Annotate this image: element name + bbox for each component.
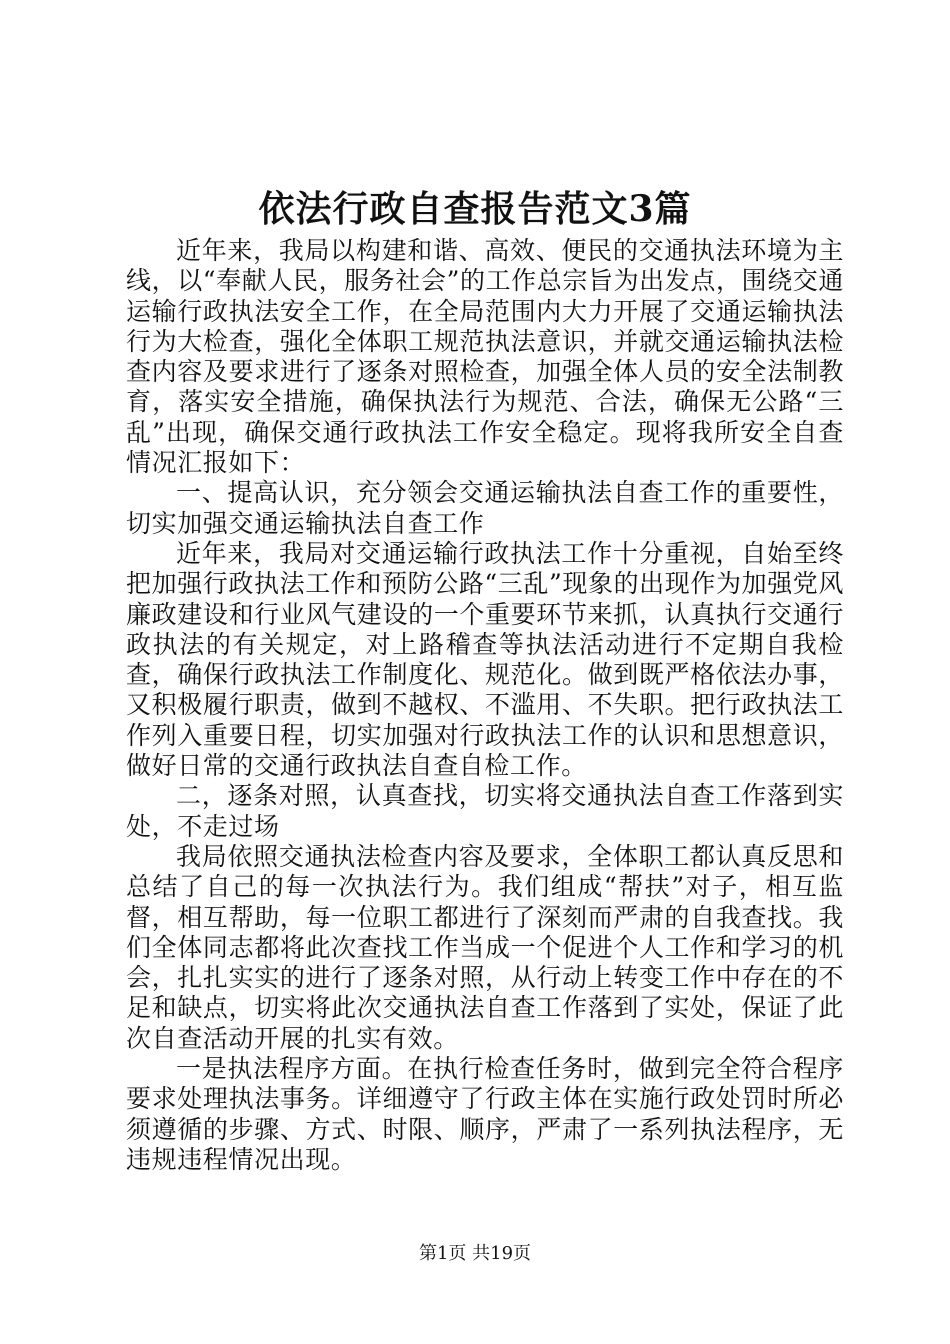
page-number-footer: 第1页 共19页 bbox=[418, 1243, 532, 1264]
paragraph-heading-1: 一、提高认识，充分领会交通运输执法自查工作的重要性，切实加强交通运输执法自查工作 bbox=[126, 478, 844, 538]
document-title: 依法行政自查报告范文3篇 bbox=[258, 188, 692, 230]
paragraph-section-2: 我局依照交通执法检查内容及要求，全体职工都认真反思和总结了自己的每一次执法行为。我们组成“帮扶”对子，相互监督，相互帮助，每一位职工都进行了深刻而严肃的自我查找。我们全体同志都将此次查找工作当成一个促进个人工作和学习的机会，扎扎实实的进行了逐条对照，从行动上转变工作中存在的不足和缺点，切实将此次交通执法自查工作落到了实处，保证了此次自查活动开展的扎实有效。 bbox=[126, 841, 844, 1053]
paragraph-intro: 近年来，我局以构建和谐、高效、便民的交通执法环境为主线，以“奉献人民，服务社会”的工作总宗旨为出发点，围绕交通运输行政执法安全工作，在全局范围内大力开展了交通运输执法行为大检查，强化全体职工规范执法意识，并就交通运输执法检查内容及要求进行了逐条对照检查，加强全体人员的安全法制教育，落实安全措施，确保执法行为规范、合法，确保无公路“三乱”出现，确保交通行政执法工作安全稳定。现将我所安全自查情况汇报如下： bbox=[126, 236, 844, 478]
document-body bbox=[126, 236, 844, 1175]
paragraph-section-1: 近年来，我局对交通运输行政执法工作十分重视，自始至终把加强行政执法工作和预防公路“三乱”现象的出现作为加强党风廉政建设和行业风气建设的一个重要环节来抓，认真执行交通行政执法的有关规定，对上路稽查等执法活动进行不定期自我检查，确保行政执法工作制度化、规范化。做到既严格依法办事，又积极履行职责，做到不越权、不滥用、不失职。把行政执法工作列入重要日程，切实加强对行政执法工作的认识和思想意识，做好日常的交通行政执法自查自检工作。 bbox=[126, 538, 844, 781]
paragraph-procedure: 一是执法程序方面。在执行检查任务时，做到完全符合程序要求处理执法事务。详细遵守了行政主体在实施行政处罚时所必须遵循的步骤、方式、时限、顺序，严肃了一系列执法程序，无违规违程情况出现。 bbox=[126, 1054, 844, 1174]
paragraph-heading-2: 二，逐条对照，认真查找，切实将交通执法自查工作落到实处，不走过场 bbox=[126, 781, 844, 841]
